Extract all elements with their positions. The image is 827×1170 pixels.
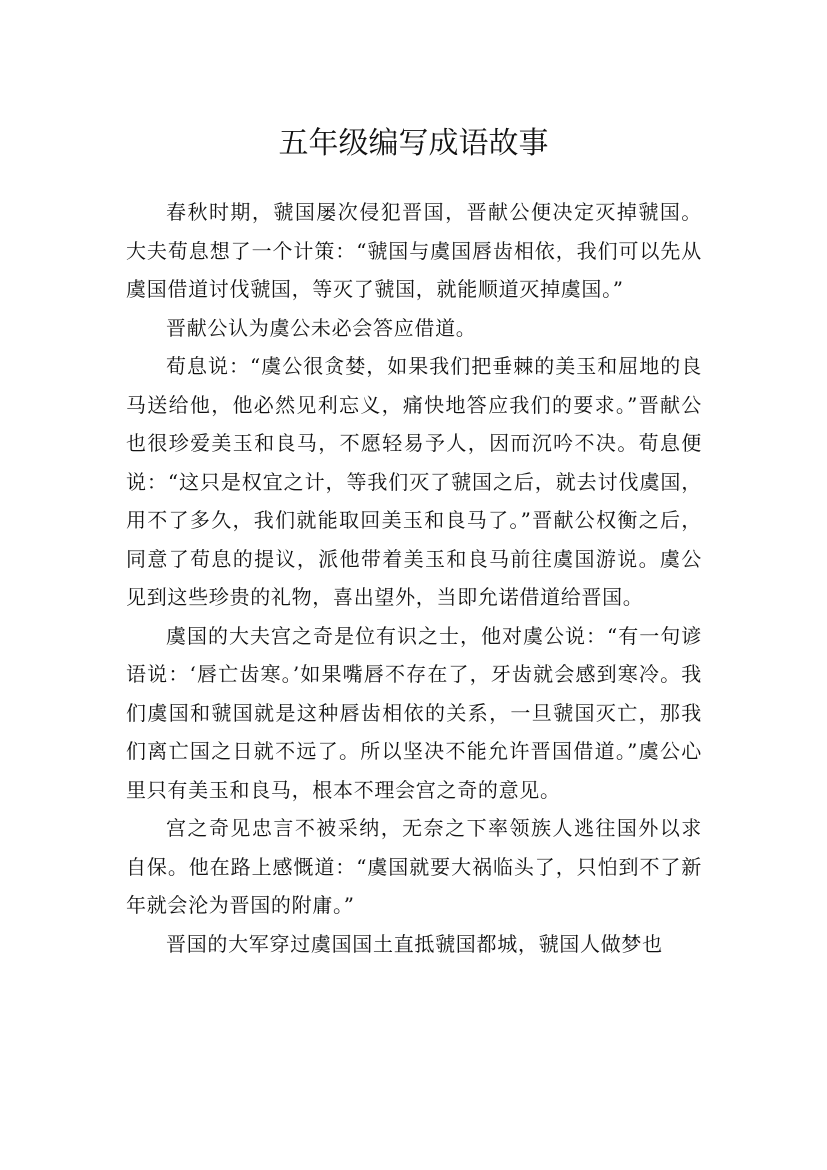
paragraph-3: 荀息说：“虞公很贪婪，如果我们把垂棘的美玉和屈地的良马送给他，他必然见利忘义，痛快地答应我们的要求。”晋献公也很珍爱美玉和良马，不愿轻易予人，因而沉吟不决。荀息便说：“这只是权宜之计，等我们灭了虢国之后，就去讨伐虞国，用不了多久，我们就能取回美玉和良马了。”晋献公权衡之后，同意了荀息的提议，派他带着美玉和良马前往虞国游说。虞公见到这些珍贵的礼物，喜出望外，当即允诺借道给晋国。 [126, 354, 702, 609]
paragraph-2: 晋献公认为虞公未必会答应借道。 [166, 315, 477, 340]
paragraph-6: 晋国的大军穿过虞国国土直抵虢国都城，虢国人做梦也 [166, 931, 663, 956]
paragraph-4: 虞国的大夫宫之奇是位有识之士，他对虞公说：“有一句谚语说：‘唇亡齿寒。’如果嘴唇不存在了，牙齿就会感到寒冷。我们虞国和虢国就是这种唇齿相依的关系，一旦虢国灭亡，那我们离亡国之日就不远了。所以坚决不能允许晋国借道。”虞公心里只有美玉和良马，根本不理会宫之奇的意见。 [126, 623, 702, 802]
paragraph-1: 春秋时期，虢国屡次侵犯晋国，晋献公便决定灭掉虢国。大夫荀息想了一个计策：“虢国与虞国唇齿相依，我们可以先从虞国借道讨伐虢国，等灭了虢国，就能顺道灭掉虞国。” [126, 200, 702, 301]
document-title: 五年级编写成语故事 [278, 126, 549, 162]
document-body [126, 193, 702, 963]
paragraph-5: 宫之奇见忠言不被采纳，无奈之下率领族人逃往国外以求自保。他在路上感慨道：“虞国就要大祸临头了，只怕到不了新年就会沦为晋国的附庸。” [126, 816, 702, 917]
